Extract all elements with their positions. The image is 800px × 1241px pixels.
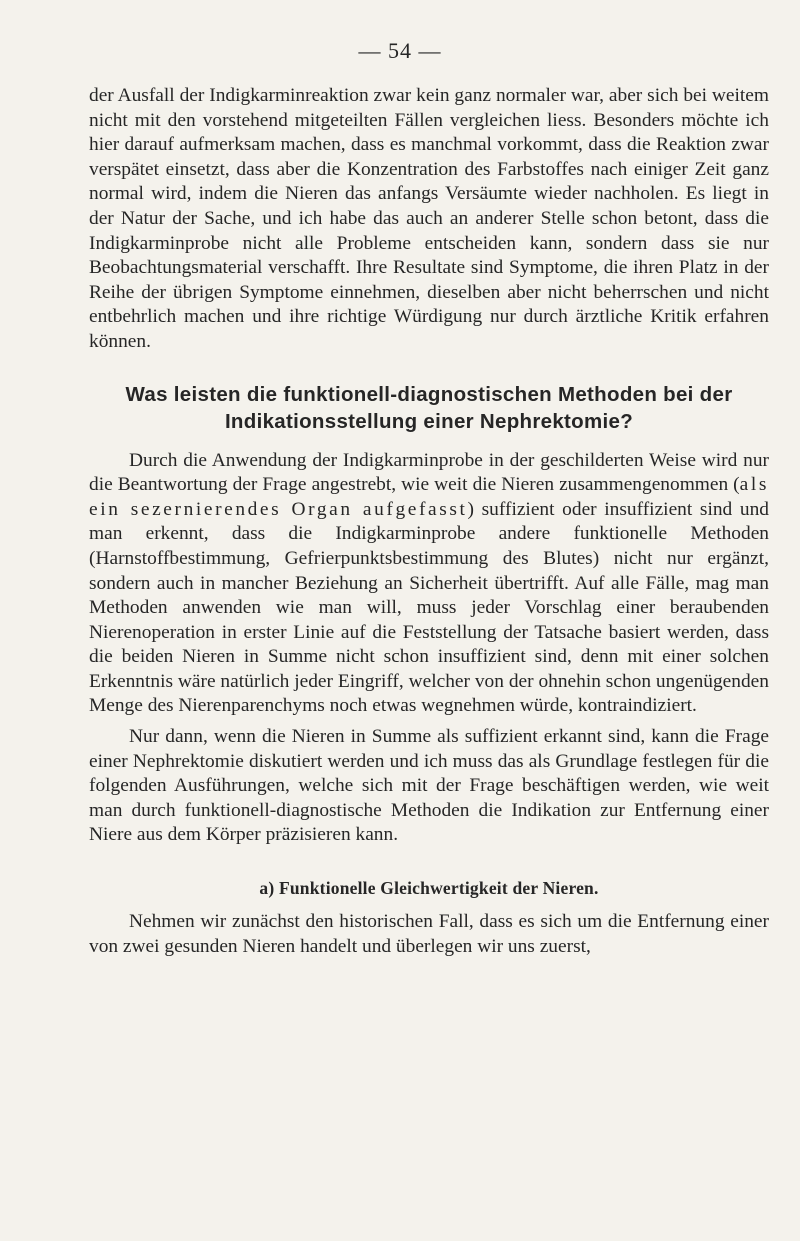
emphasized-spaced-text: als ein sezernierendes Organ aufgefasst [89,474,769,520]
section-heading: Was leisten die funktionell-diagnostischen Methoden bei der Indikationsstellung einer Nephrektomie? [125,382,733,433]
subsection-heading: a) Funktionelle Gleichwertigkeit der Nieren. [259,878,599,899]
paragraph-text-part-1: Durch die Anwendung der Indigkarminprobe in der geschilderten Weise wird nur die Beantwortung der Frage angestrebt, wie weit die Nieren zusammengenommen ( [89,449,769,496]
paragraph-text-part-2: ) suffizient oder insuffizient sind und man erkennt, dass die Indigkarminprobe andere funktionelle Methoden (Harnstoffbestimmung, Gefrierpunktsbestimmung des Blutes) nicht nur ergänzt, sondern auch in mancher Beziehung an Sicherheit übertrifft. Auf alle Fälle, mag man Methoden anwenden wie man will, muss jeder Vorschlag einer beraubenden Nierenoperation in erster Linie auf die Feststellung der Tatsache basiert werden, dass die beiden Nieren in Summe nicht schon insuffizient sind, denn mit einer solchen Erkenntnis wäre natürlich jeder Eingriff, welcher von der ohnehin schon ungenügenden Menge des Nierenparenchyms noch etwas wegnehmen würde, kontraindiziert. [89,498,769,717]
paragraph-continuation: der Ausfall der Indigkarminreaktion zwar kein ganz normaler war, aber sich bei weitem nicht mit den vorstehend mitgeteilten Fällen vergleichen liess. Besonders möchte ich hier darauf aufmerksam machen, dass es manchmal vorkommt, dass die Reaktion zwar verspätet einsetzt, dass aber die Konzentration des Farbstoffes nach einiger Zeit ganz normal wird, indem die Nieren das anfangs Versäumte wieder nachholen. Es liegt in der Natur der Sache, und ich habe das auch an anderer Stelle schon betont, dass die Indigkarminprobe nicht alle Probleme entscheiden kann, sondern dass sie nur Beobachtungsmaterial verschafft. Ihre Resultate sind Symptome, die ihren Platz in der Reihe der übrigen Symptome einnehmen, dieselben aber nicht beherrschen und nicht entbehrlich machen und ihre richtige Würdigung nur durch ärztliche Kritik erfahren können. [89,85,769,352]
paragraph-nephrektomie: Nur dann, wenn die Nieren in Summe als suffizient erkannt sind, kann die Frage einer Nephrektomie diskutiert werden und ich muss das als Grundlage festlegen für die folgenden Ausführungen, welche sich mit der Frage beschäftigen werden, wie weit man durch funktionell-diagnostische Methoden die Indikation zur Entfernung einer Niere aus dem Körper präzisieren kann. [89,726,769,846]
page-number: — 54 — [358,38,442,63]
paragraph-historischer-fall: Nehmen wir zunächst den historischen Fall, dass es sich um die Entfernung einer von zwei gesunden Nieren handelt und überlegen wir uns zuerst, [89,911,769,957]
page-content [89,84,769,959]
paragraph-indigkarmin [89,449,769,720]
